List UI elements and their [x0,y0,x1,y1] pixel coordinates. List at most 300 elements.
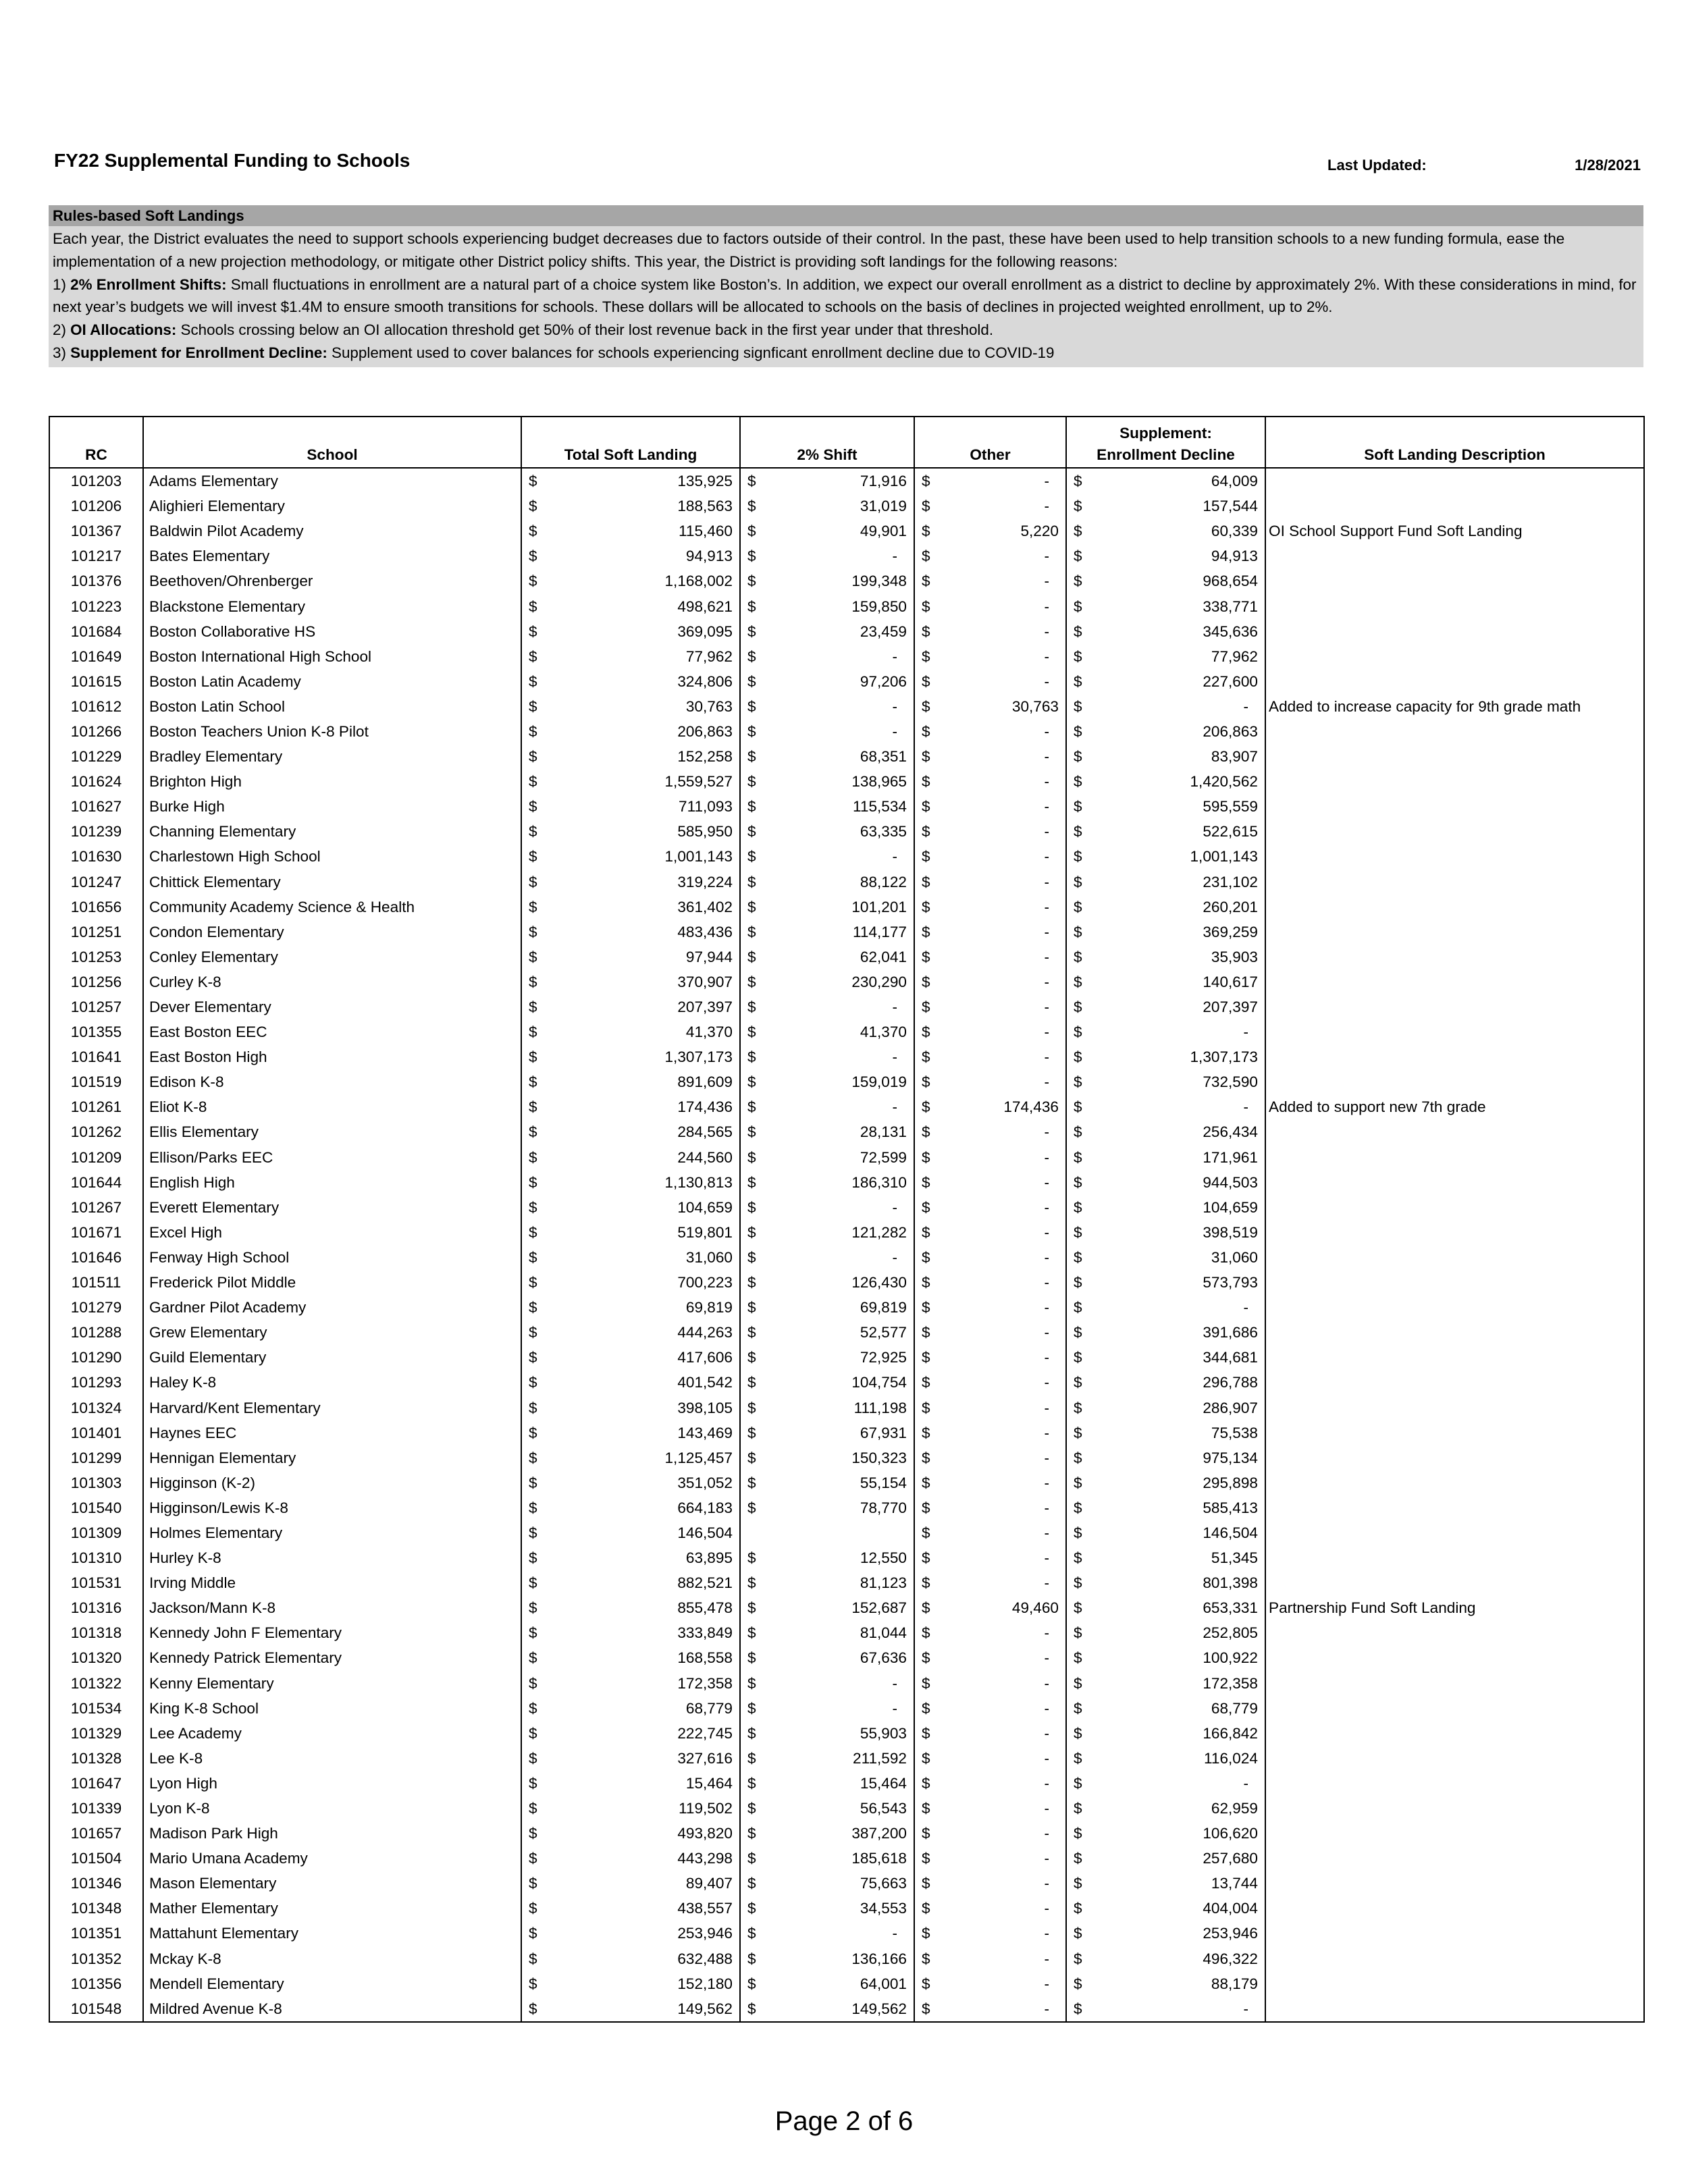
amount-value: 519,801 [677,1223,733,1241]
amount-value: - [1044,1474,1049,1491]
description-cell [1265,1971,1644,1996]
rc-cell: 101266 [49,719,143,744]
currency-symbol: $ [747,1299,756,1316]
other-cell [914,1696,1066,1721]
description-cell [1265,719,1644,744]
currency-symbol: $ [922,898,930,915]
description-cell [1265,1345,1644,1370]
amount-value: 387,200 [851,1825,907,1842]
description-cell [1265,1170,1644,1195]
shift-cell [740,669,914,694]
currency-symbol: $ [747,2000,756,2017]
amount-value: - [892,1098,897,1116]
currency-symbol: $ [529,622,537,640]
currency-symbol: $ [747,1374,756,1391]
amount-value: 69,819 [860,1299,907,1316]
currency-symbol: $ [529,1674,537,1692]
table-row [49,1896,1644,1921]
currency-symbol: $ [1074,1850,1082,1867]
other-cell [914,1771,1066,1796]
currency-symbol: $ [529,1900,537,1917]
description-cell [1265,870,1644,895]
total-cell [521,1395,740,1420]
amount-value: 5,220 [1020,523,1059,540]
school-cell: Conley Elementary [143,944,521,969]
table-row [49,518,1644,543]
currency-symbol: $ [1074,2000,1082,2017]
description-cell [1265,1645,1644,1670]
currency-symbol: $ [1074,1349,1082,1366]
currency-symbol: $ [747,572,756,590]
amount-value: 295,898 [1203,1474,1258,1491]
other-cell [914,1395,1066,1420]
rc-cell: 101656 [49,895,143,920]
total-cell [521,694,740,719]
currency-symbol: $ [1074,1299,1082,1316]
currency-symbol: $ [1074,622,1082,640]
amount-value: - [1044,898,1049,915]
amount-value: 101,201 [851,898,907,915]
currency-symbol: $ [922,1850,930,1867]
currency-symbol: $ [747,1825,756,1842]
rc-cell: 101251 [49,920,143,944]
supplement-cell [1066,1445,1265,1470]
supplement-cell [1066,1946,1265,1971]
amount-value: 174,436 [677,1098,733,1116]
amount-value: - [1044,1749,1049,1767]
currency-symbol: $ [1074,498,1082,515]
currency-symbol: $ [1074,1950,1082,1967]
supplement-cell [1066,1420,1265,1445]
supplement-cell [1066,1771,1265,1796]
amount-value: - [1044,1925,1049,1942]
amount-value: - [1044,1574,1049,1592]
supplement-cell [1066,1044,1265,1069]
currency-symbol: $ [529,898,537,915]
table-row [49,844,1644,869]
school-cell: Burke High [143,794,521,819]
amount-value: - [1044,622,1049,640]
amount-value: 286,907 [1203,1399,1258,1416]
description-cell [1265,1295,1644,1320]
description-cell [1265,543,1644,568]
currency-symbol: $ [922,773,930,791]
amount-value: - [1243,697,1248,715]
currency-symbol: $ [922,1699,930,1717]
amount-value: - [892,647,897,665]
amount-value: - [1044,597,1049,615]
amount-value: - [1044,1399,1049,1416]
school-cell: Irving Middle [143,1570,521,1595]
currency-symbol: $ [747,1800,756,1817]
currency-symbol: $ [1074,798,1082,816]
table-row [49,1620,1644,1645]
table-row [49,1821,1644,1846]
currency-symbol: $ [1074,1875,1082,1892]
school-cell: Eliot K-8 [143,1094,521,1119]
amount-value: 172,358 [677,1674,733,1692]
amount-value: - [1044,1374,1049,1391]
school-cell: Dever Elementary [143,994,521,1019]
table-row [49,1470,1644,1495]
amount-value: 398,519 [1203,1223,1258,1241]
currency-symbol: $ [529,1173,537,1191]
total-cell [521,1946,740,1971]
total-cell [521,1671,740,1696]
amount-value: 632,488 [677,1950,733,1967]
amount-value: 97,944 [685,948,733,965]
total-cell [521,1996,740,2022]
amount-value: 230,290 [851,973,907,990]
amount-value: 150,323 [851,1449,907,1466]
currency-symbol: $ [1074,873,1082,890]
school-cell: Adams Elementary [143,468,521,494]
amount-value: 138,965 [851,773,907,791]
col-header-supplement [1066,417,1265,468]
amount-value: 398,105 [677,1399,733,1416]
page-number: Page 2 of 6 [774,2106,914,2136]
currency-symbol: $ [529,523,537,540]
description-cell [1265,1420,1644,1445]
amount-value: - [1044,498,1049,515]
amount-value: 231,102 [1203,873,1258,890]
amount-value: 49,901 [860,523,907,540]
school-cell: Blackstone Elementary [143,593,521,618]
amount-value: 1,001,143 [664,848,733,865]
amount-value: 119,502 [679,1800,733,1817]
currency-symbol: $ [747,548,756,565]
page-title: FY22 Supplemental Funding to Schools [54,150,411,171]
amount-value: 114,177 [853,923,907,940]
school-cell: Haley K-8 [143,1370,521,1395]
amount-value: - [1044,1850,1049,1867]
item-heading: OI Allocations: [70,321,177,339]
total-cell [521,1696,740,1721]
total-cell [521,895,740,920]
currency-symbol: $ [747,898,756,915]
amount-value: 801,398 [1203,1574,1258,1592]
item-text: Small fluctuations in enrollment are a natural part of a choice system like Boston’s. In addition, we expect our overall enrollment as a district to decline by approximately 2%. With these considerations in mind, for next year’s budgets we will invest $1.4M to ensure smooth transitions for schools. These dollars will be allocated to schools on the basis of declines in projected weighted enrollment, up to 2%. [53,275,1637,316]
shift-cell [740,895,914,920]
description-cell [1265,644,1644,669]
shift-cell [740,1896,914,1921]
amount-value: 222,745 [677,1724,733,1742]
table-row [49,1520,1644,1545]
table-row [49,1295,1644,1320]
currency-symbol: $ [1074,1724,1082,1742]
col-header-supplement-line2: Enrollment Decline [1097,446,1235,463]
rc-cell: 101257 [49,994,143,1019]
rc-cell: 101511 [49,1270,143,1295]
shift-cell [740,769,914,794]
school-cell: Charlestown High School [143,844,521,869]
currency-symbol: $ [1074,1274,1082,1291]
amount-value: - [1044,1825,1049,1842]
description-cell [1265,1520,1644,1545]
currency-symbol: $ [922,848,930,865]
rc-cell: 101356 [49,1971,143,1996]
shift-cell [740,694,914,719]
other-cell [914,1946,1066,1971]
description-cell [1265,769,1644,794]
description-cell [1265,1746,1644,1771]
shift-cell [740,568,914,593]
other-cell [914,694,1066,719]
school-cell: Kennedy Patrick Elementary [143,1645,521,1670]
supplement-cell [1066,769,1265,794]
shift-cell [740,468,914,494]
amount-value: - [1044,948,1049,965]
currency-symbol: $ [922,1274,930,1291]
amount-value: - [1044,848,1049,865]
school-cell: Frederick Pilot Middle [143,1270,521,1295]
shift-cell [740,1019,914,1044]
supplement-cell [1066,1069,1265,1094]
rc-cell: 101293 [49,1370,143,1395]
supplement-cell [1066,1696,1265,1721]
amount-value: - [1044,923,1049,940]
shift-cell [740,1195,914,1220]
table-row [49,1495,1644,1520]
table-row [49,1971,1644,1996]
other-cell [914,644,1066,669]
shift-cell [740,1520,914,1545]
other-cell [914,944,1066,969]
supplement-cell [1066,895,1265,920]
amount-value: 78,770 [860,1499,907,1516]
amount-value: - [1044,1349,1049,1366]
school-cell: Beethoven/Ohrenberger [143,568,521,593]
school-cell: Grew Elementary [143,1320,521,1345]
amount-value: 104,659 [1203,1198,1258,1216]
currency-symbol: $ [747,1549,756,1567]
funding-table [49,416,1645,2023]
total-cell [521,669,740,694]
amount-value: 369,095 [677,622,733,640]
table-row [49,1370,1644,1395]
other-cell [914,1721,1066,1746]
amount-value: 573,793 [1203,1274,1258,1291]
currency-symbol: $ [529,1925,537,1942]
amount-value: 284,565 [677,1123,733,1141]
description-cell [1265,1445,1644,1470]
currency-symbol: $ [922,1299,930,1316]
amount-value: 370,907 [677,973,733,990]
table-row [49,1545,1644,1570]
currency-symbol: $ [747,672,756,690]
currency-symbol: $ [922,1374,930,1391]
currency-symbol: $ [529,948,537,965]
currency-symbol: $ [922,1574,930,1592]
amount-value: 595,559 [1203,798,1258,816]
amount-value: 159,019 [851,1073,907,1091]
item-heading: 2% Enrollment Shifts: [70,275,227,293]
total-cell [521,1044,740,1069]
currency-symbol: $ [922,1073,930,1091]
currency-symbol: $ [747,748,756,766]
table-row [49,1345,1644,1370]
item-text: Supplement used to cover balances for schools experiencing signficant enrollment decline due to COVID-19 [327,344,1055,361]
supplement-cell [1066,1746,1265,1771]
shift-cell [740,920,914,944]
currency-symbol: $ [747,973,756,990]
currency-symbol: $ [1074,1900,1082,1917]
other-cell [914,1044,1066,1069]
school-cell: Brighton High [143,769,521,794]
rc-cell: 101657 [49,1821,143,1846]
currency-symbol: $ [922,1950,930,1967]
table-row [49,543,1644,568]
description-cell [1265,1195,1644,1220]
currency-symbol: $ [1074,1499,1082,1516]
currency-symbol: $ [747,1173,756,1191]
amount-value: 51,345 [1211,1549,1258,1567]
amount-value: 81,123 [860,1574,907,1592]
shift-cell [740,1044,914,1069]
currency-symbol: $ [1074,1649,1082,1667]
amount-value: - [1044,1524,1049,1541]
school-cell: Edison K-8 [143,1069,521,1094]
school-cell: East Boston EEC [143,1019,521,1044]
amount-value: 324,806 [677,672,733,690]
table-row [49,1946,1644,1971]
shift-cell [740,1570,914,1595]
amount-value: 345,636 [1203,622,1258,640]
amount-value: 1,168,002 [664,572,733,590]
amount-value: 256,434 [1203,1123,1258,1141]
total-cell [521,1595,740,1620]
supplement-cell [1066,870,1265,895]
shift-cell [740,1069,914,1094]
description-cell [1265,944,1644,969]
currency-symbol: $ [529,1449,537,1466]
col-header-total: Total Soft Landing [521,417,740,468]
amount-value: - [1044,473,1049,490]
col-header-other: Other [914,417,1066,468]
description-cell [1265,1996,1644,2022]
amount-value: 700,223 [677,1274,733,1291]
currency-symbol: $ [529,1123,537,1141]
total-cell [521,644,740,669]
currency-symbol: $ [1074,1624,1082,1642]
total-cell [521,944,740,969]
last-updated-label: Last Updated: [1327,157,1427,174]
amount-value: 361,402 [677,898,733,915]
currency-symbol: $ [922,1800,930,1817]
other-cell [914,1019,1066,1044]
rc-cell: 101209 [49,1145,143,1170]
description-cell [1265,1245,1644,1270]
currency-symbol: $ [922,1474,930,1491]
supplement-cell [1066,494,1265,518]
school-cell: Higginson (K-2) [143,1470,521,1495]
currency-symbol: $ [922,1198,930,1216]
currency-symbol: $ [922,1825,930,1842]
other-cell [914,1094,1066,1119]
currency-symbol: $ [529,798,537,816]
currency-symbol: $ [922,597,930,615]
shift-cell [740,1445,914,1470]
amount-value: 152,180 [677,1975,733,1992]
amount-value: 146,504 [1203,1524,1258,1541]
currency-symbol: $ [1074,1674,1082,1692]
table-row [49,619,1644,644]
currency-symbol: $ [529,1424,537,1441]
shift-cell [740,1921,914,1946]
col-header-supplement-line1: Supplement: [1119,425,1212,442]
amount-value: - [1044,1198,1049,1216]
rc-cell: 101351 [49,1921,143,1946]
rc-cell: 101339 [49,1796,143,1821]
amount-value: - [1243,1299,1248,1316]
currency-symbol: $ [529,498,537,515]
table-row [49,1671,1644,1696]
description-cell [1265,1495,1644,1520]
currency-symbol: $ [922,1925,930,1942]
school-cell: Mckay K-8 [143,1946,521,1971]
table-row [49,1019,1644,1044]
amount-value: - [1044,1499,1049,1516]
currency-symbol: $ [1074,1699,1082,1717]
table-row [49,1069,1644,1094]
supplement-cell [1066,1145,1265,1170]
school-cell: Channing Elementary [143,819,521,844]
amount-value: - [1044,1274,1049,1291]
rc-cell: 101324 [49,1395,143,1420]
rc-cell: 101671 [49,1220,143,1245]
shift-cell [740,1946,914,1971]
shift-cell [740,1871,914,1896]
supplement-cell [1066,1645,1265,1670]
rc-cell: 101239 [49,819,143,844]
rc-cell: 101217 [49,543,143,568]
rc-cell: 101548 [49,1996,143,2022]
currency-symbol: $ [1074,548,1082,565]
currency-symbol: $ [1074,1449,1082,1466]
rc-cell: 101534 [49,1696,143,1721]
currency-symbol: $ [747,597,756,615]
school-cell: Fenway High School [143,1245,521,1270]
amount-value: 166,842 [1203,1724,1258,1742]
table-row [49,1094,1644,1119]
table-row [49,1145,1644,1170]
shift-cell [740,1320,914,1345]
currency-symbol: $ [922,923,930,940]
other-cell [914,744,1066,769]
currency-symbol: $ [747,1574,756,1592]
currency-symbol: $ [529,1073,537,1091]
currency-symbol: $ [747,773,756,791]
currency-symbol: $ [529,1499,537,1516]
currency-symbol: $ [529,1048,537,1066]
currency-symbol: $ [529,1148,537,1166]
school-cell: Harvard/Kent Elementary [143,1395,521,1420]
col-header-school: School [143,417,521,468]
description-cell [1265,1370,1644,1395]
col-header-description: Soft Landing Description [1265,417,1644,468]
shift-cell [740,1295,914,1320]
rc-cell: 101612 [49,694,143,719]
currency-symbol: $ [747,1198,756,1216]
amount-value: 49,460 [1011,1599,1059,1617]
currency-symbol: $ [1074,998,1082,1016]
currency-symbol: $ [529,1599,537,1617]
currency-symbol: $ [529,1324,537,1341]
amount-value: - [1044,1248,1049,1266]
amount-value: 391,686 [1203,1324,1258,1341]
amount-value: - [1044,1724,1049,1742]
rc-cell: 101646 [49,1245,143,1270]
